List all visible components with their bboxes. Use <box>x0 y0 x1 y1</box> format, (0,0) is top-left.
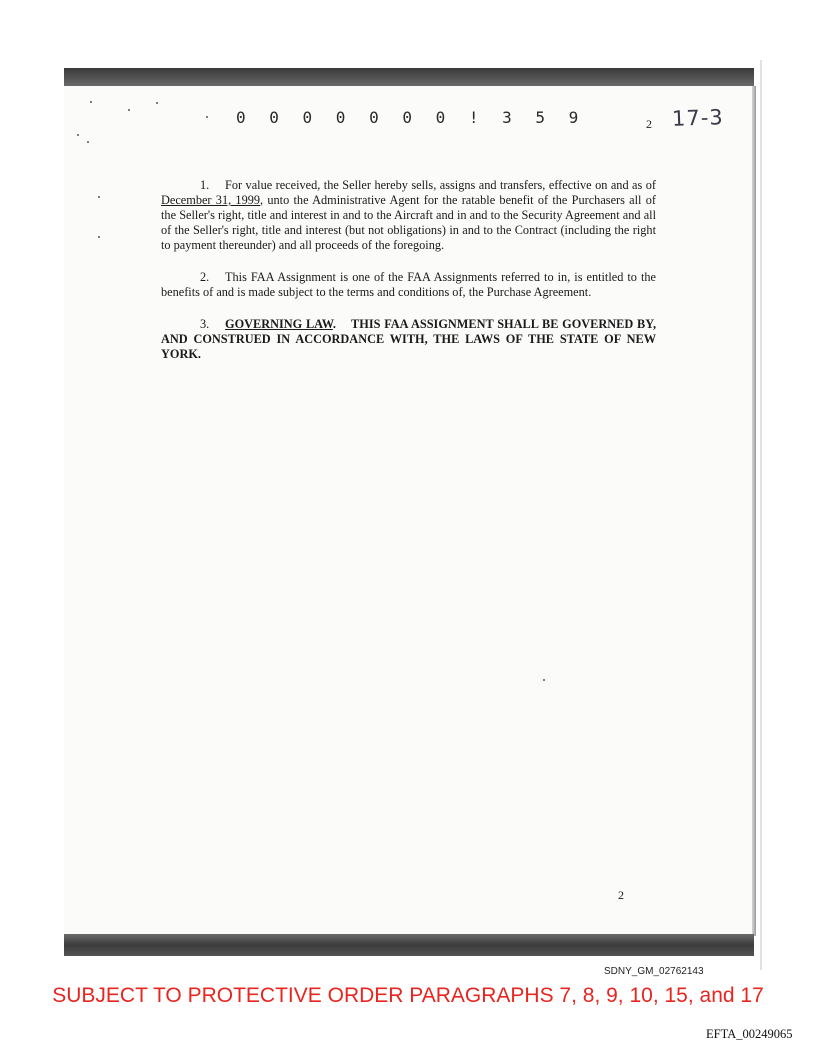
scan-top-border <box>64 68 754 86</box>
paragraph-text: This FAA Assignment is one of the FAA Assignments referred to in, is entitled to the benefits of and is made subject to the terms and conditions of, the Purchase Agreement. <box>161 270 656 299</box>
document-stamp-number: 0 0 0 0 0 0 0 ! 3 5 9 <box>236 108 586 127</box>
scan-speck <box>90 101 92 103</box>
paragraph-number: 3. <box>200 317 210 331</box>
header-page-number: 2 <box>646 117 652 131</box>
scan-speck <box>128 109 130 111</box>
scan-speck <box>98 236 100 238</box>
page-edge-line <box>760 60 762 970</box>
heading-period: . <box>332 317 336 331</box>
effective-date: December 31, 1999 <box>161 193 261 207</box>
paragraph-text: For value received, the Seller hereby sells, assigns and transfers, effective on and as of <box>225 178 656 192</box>
scan-bottom-border <box>64 934 754 956</box>
efta-number: EFTA_00249065 <box>706 1027 793 1041</box>
scan-speck <box>543 679 545 681</box>
scan-speck <box>156 102 158 104</box>
scan-speck <box>77 134 79 136</box>
bates-number: SDNY_GM_02762143 <box>604 966 704 977</box>
paragraph-text: THIS FAA ASSIGNMENT SHALL BE GOVERNED BY, AND CONSTRUED IN ACCORDANCE WITH, THE LAWS OF THE STATE OF NEW YORK. <box>161 317 657 361</box>
scan-speck <box>87 141 89 143</box>
paragraph-number: 2. <box>200 270 210 284</box>
paragraph-2 <box>161 270 656 300</box>
paragraph-1 <box>161 178 656 253</box>
handwritten-note: 17-3 <box>671 105 725 131</box>
scan-right-edge <box>752 86 756 936</box>
scan-speck <box>98 196 100 198</box>
protective-order-notice: SUBJECT TO PROTECTIVE ORDER PARAGRAPHS 7, 8, 9, 10, 15, and 17 <box>52 984 764 1007</box>
document-body <box>161 178 656 379</box>
governing-law-heading: GOVERNING LAW <box>225 317 333 331</box>
footer-page-number: 2 <box>618 888 624 902</box>
paragraph-text: , unto the Administrative Agent for the ratable benefit of the Purchasers all of the Seller's right, title and interest in and to the Aircraft and in and to the Security Agreement and all of the Seller's right, title and interest (but not obligations) in and to the Contract (including the right to payment thereunder) and all proceeds of the foregoing. <box>161 193 656 252</box>
scan-speck <box>206 116 208 118</box>
paragraph-number: 1. <box>200 178 210 192</box>
paragraph-3 <box>161 317 656 362</box>
